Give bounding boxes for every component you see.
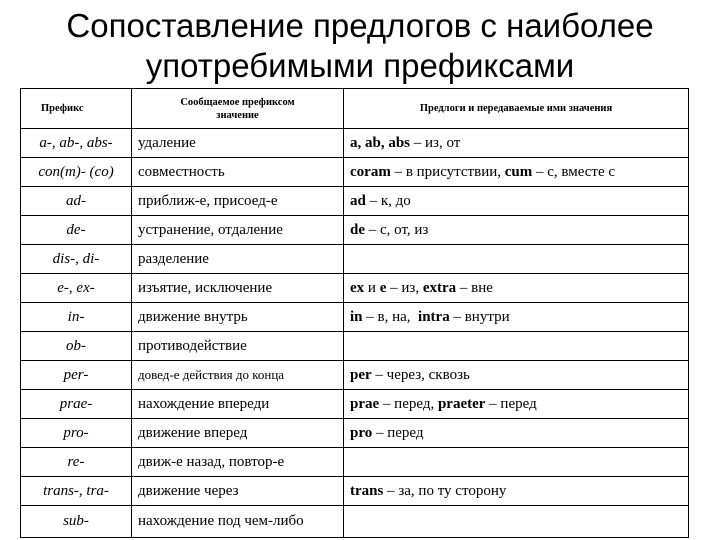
latin-preposition: a, ab, abs (350, 134, 411, 151)
preposition-meaning: – из, (386, 279, 423, 296)
latin-preposition: pro (350, 424, 373, 441)
meaning-cell: совместность (132, 158, 344, 187)
prepositions-cell (344, 361, 689, 390)
meaning-cell: удаление (132, 129, 344, 158)
preposition-meaning: – с, от, из (365, 221, 429, 238)
latin-preposition: ex (350, 279, 365, 296)
latin-preposition: praeter (437, 395, 486, 412)
table-row (21, 245, 689, 274)
meaning-cell: довед-е действия до конца (132, 361, 344, 390)
prepositions-cell (344, 332, 689, 361)
prefix-cell: dis-, di- (21, 245, 132, 274)
prefix-cell: de- (21, 216, 132, 245)
prefix-cell: con(m)- (co) (21, 158, 132, 187)
latin-preposition: coram (350, 163, 391, 180)
header-prefix: Префикс (21, 89, 132, 129)
prepositions-cell (344, 303, 689, 332)
meaning-cell: приближ-е, присоед-е (132, 187, 344, 216)
header-meaning (132, 89, 344, 129)
prefix-cell: re- (21, 448, 132, 477)
preposition-meaning: – в, на, (362, 308, 419, 325)
preposition-meaning: – с, вместе с (532, 163, 616, 180)
table-row (21, 129, 689, 158)
meaning-cell: движение вперед (132, 419, 344, 448)
meaning-cell: разделение (132, 245, 344, 274)
prefix-cell: pro- (21, 419, 132, 448)
preposition-meaning: – в присутствии, (390, 163, 505, 180)
table-row (21, 158, 689, 187)
prepositions-cell (344, 187, 689, 216)
meaning-cell: изъятие, исключение (132, 274, 344, 303)
prepositions-cell (344, 419, 689, 448)
latin-preposition: de (350, 221, 365, 238)
prepositions-cell (344, 477, 689, 506)
prefix-cell: a-, ab-, abs- (21, 129, 132, 158)
prefix-cell: ob- (21, 332, 132, 361)
table-row (21, 274, 689, 303)
latin-preposition: per (350, 366, 372, 383)
table-row (21, 448, 689, 477)
header-meaning-line-1: Сообщаемое префиксом (180, 96, 295, 108)
table-row (21, 187, 689, 216)
prefix-preposition-table (20, 88, 689, 538)
latin-preposition: cum (504, 163, 533, 180)
table-row (21, 303, 689, 332)
latin-preposition: extra (422, 279, 457, 296)
table-row (21, 216, 689, 245)
meaning-cell: движ-е назад, повтор-е (132, 448, 344, 477)
prefix-cell: sub- (21, 506, 132, 538)
title-line-2: употребимыми префиксами (145, 47, 575, 84)
preposition-meaning: – к, до (365, 192, 411, 209)
table-row (21, 419, 689, 448)
latin-preposition: intra (418, 308, 450, 325)
prepositions-cell (344, 245, 689, 274)
latin-preposition: e (379, 279, 387, 296)
header-meaning-line-2: значение (216, 109, 259, 121)
preposition-meaning: – перед (485, 395, 537, 412)
meaning-cell: нахождение впереди (132, 390, 344, 419)
preposition-meaning: – внутри (449, 308, 510, 325)
prepositions-cell (344, 216, 689, 245)
prepositions-cell (344, 129, 689, 158)
preposition-meaning: – вне (456, 279, 493, 296)
table-row (21, 332, 689, 361)
latin-preposition: in (350, 308, 363, 325)
prefix-cell: per- (21, 361, 132, 390)
page-title (0, 6, 720, 86)
prepositions-cell (344, 274, 689, 303)
prefix-cell: trans-, tra- (21, 477, 132, 506)
preposition-meaning: – из, от (410, 134, 461, 151)
preposition-meaning: – через, сквозь (371, 366, 470, 383)
table-row (21, 506, 689, 538)
title-line-1: Сопоставление предлогов с наиболее (66, 7, 654, 44)
meaning-cell: устранение, отдаление (132, 216, 344, 245)
preposition-meaning: – перед (372, 424, 424, 441)
prefix-cell: prae- (21, 390, 132, 419)
latin-preposition: trans (350, 482, 384, 499)
meaning-cell: нахождение под чем-либо (132, 506, 344, 538)
latin-preposition: prae (350, 395, 380, 412)
table-row (21, 477, 689, 506)
table-header-row (21, 89, 689, 129)
table-row (21, 390, 689, 419)
meaning-cell: движение через (132, 477, 344, 506)
prepositions-cell (344, 158, 689, 187)
prefix-cell: in- (21, 303, 132, 332)
preposition-meaning: – перед, (379, 395, 438, 412)
prepositions-cell (344, 448, 689, 477)
table-row (21, 361, 689, 390)
meaning-cell: движение внутрь (132, 303, 344, 332)
prefix-cell: e-, ex- (21, 274, 132, 303)
preposition-meaning: и (364, 279, 380, 296)
prepositions-cell (344, 390, 689, 419)
latin-preposition: ad (350, 192, 366, 209)
prepositions-cell (344, 506, 689, 538)
prefix-cell: ad- (21, 187, 132, 216)
meaning-cell: противодействие (132, 332, 344, 361)
preposition-meaning: – за, по ту сторону (383, 482, 507, 499)
header-prepositions: Предлоги и передаваемые ими значения (344, 89, 689, 129)
